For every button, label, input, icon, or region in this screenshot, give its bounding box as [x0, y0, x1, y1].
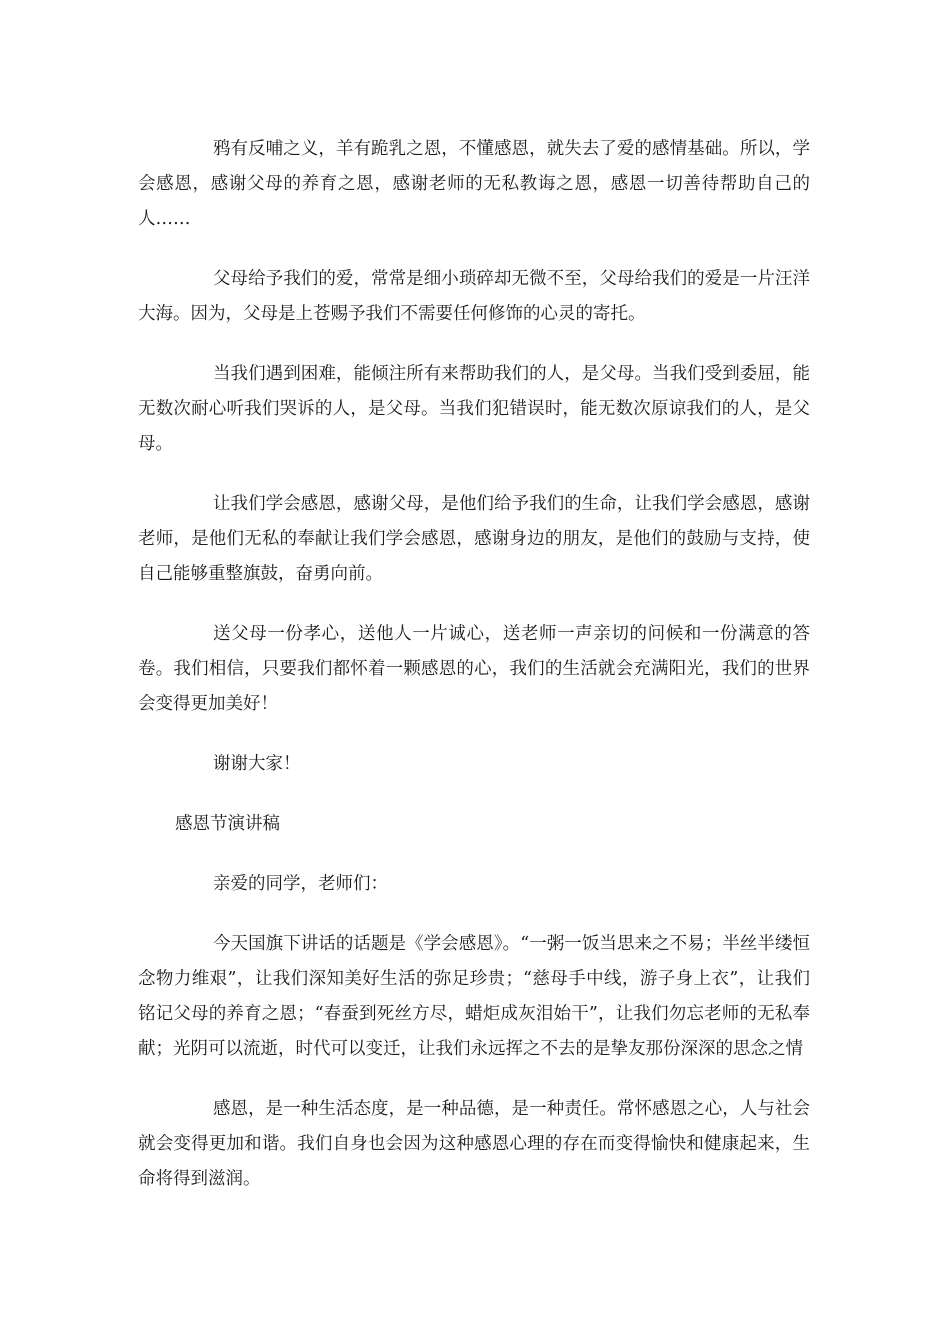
paragraph-parents-support: 当我们遇到困难，能倾注所有来帮助我们的人，是父母。当我们受到委屈，能无数次耐心听我们哭诉的人，是父母。当我们犯错误时，能无数次原谅我们的人，是父母。 [138, 364, 810, 454]
paragraph-gratitude-attitude: 感恩，是一种生活态度，是一种品德，是一种责任。常怀感恩之心，人与社会就会变得更加和谐。我们自身也会因为这种感恩心理的存在而变得愉快和健康起来，生命将得到滋润。 [138, 1099, 810, 1189]
paragraph-gratitude-intro: 鸦有反哺之义，羊有跪乳之恩，不懂感恩，就失去了爱的感情基础。所以，学会感恩，感谢父母的养育之恩，感谢老师的无私教诲之恩，感恩一切善待帮助自己的人…… [138, 139, 810, 229]
paragraph-closing-wish: 送父母一份孝心，送他人一片诚心，送老师一声亲切的问候和一份满意的答卷。我们相信，只要我们都怀着一颗感恩的心，我们的生活就会充满阳光，我们的世界会变得更加美好！ [138, 624, 810, 714]
paragraph-parents-love: 父母给予我们的爱，常常是细小琐碎却无微不至，父母给我们的爱是一片汪洋大海。因为，父母是上苍赐予我们不需要任何修饰的心灵的寄托。 [138, 269, 810, 324]
document-page [138, 132, 810, 1197]
paragraph-thanks: 谢谢大家！ [213, 754, 301, 774]
speech-title: 感恩节演讲稿 [175, 814, 280, 834]
paragraph-learn-gratitude: 让我们学会感恩，感谢父母，是他们给予我们的生命，让我们学会感恩，感谢老师，是他们无私的奉献让我们学会感恩，感谢身边的朋友，是他们的鼓励与支持，使自己能够重整旗鼓，奋勇向前。 [138, 494, 810, 584]
paragraph-flag-speech-topic: 今天国旗下讲话的话题是《学会感恩》。“一粥一饭当思来之不易；半丝半缕恒念物力维艰”，让我们深知美好生活的弥足珍贵；“慈母手中线，游子身上衣”，让我们铭记父母的养育之恩；“春蚕到死丝方尽，蜡炬成灰泪始干”，让我们勿忘老师的无私奉献；光阴可以流逝，时代可以变迁，让我们永远挥之不去的是挚友那份深深的思念之情 [138, 934, 810, 1059]
speech-greeting: 亲爱的同学，老师们： [213, 874, 388, 894]
